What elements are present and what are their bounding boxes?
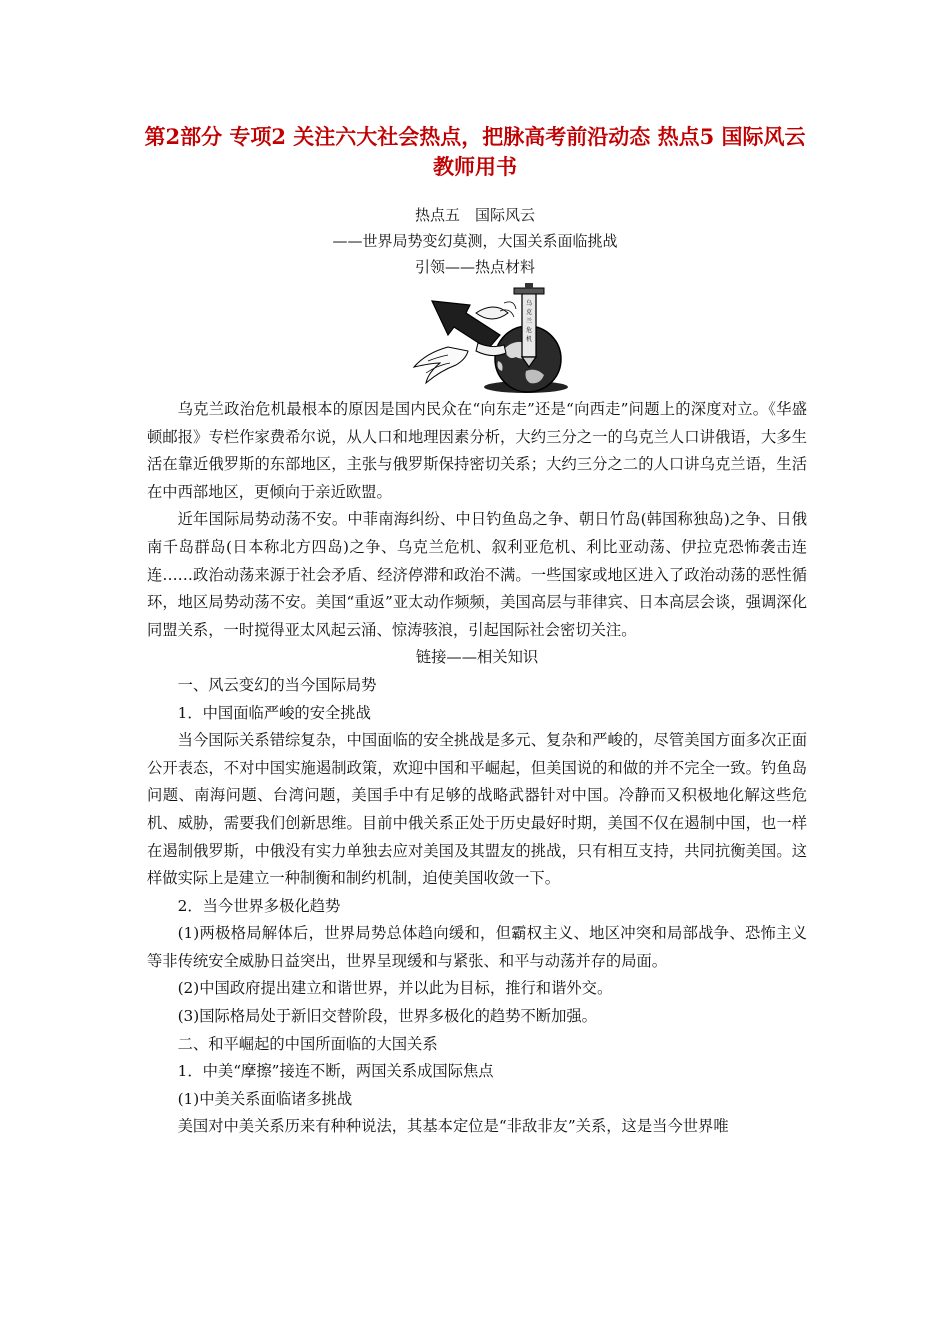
document-body	[147, 396, 807, 1141]
section-heading-link: 链接——相关知识	[415, 648, 539, 667]
list-item: (1)两极格局解体后，世界局势总体趋向缓和，但霸权主义、地区冲突和局部战争、恐怖主义等非传统安全威胁日益突出，世界呈现缓和与紧张、和平与动荡并存的局面。	[147, 924, 807, 970]
paragraph: 近年国际局势动荡不安。中菲南海纠纷、中日钓鱼岛之争、朝日竹岛(韩国称独岛)之争、日俄南千岛群岛(日本称北方四岛)之争、乌克兰危机、叙利亚危机、利比亚动荡、伊拉克恐怖袭击连连……政治动荡来源于社会矛盾、经济停滞和政治不满。一些国家或地区进入了政治动荡的恶性循环，地区局势动荡不安。美国“重返”亚太动作频频，美国高层与菲律宾、日本高层会谈，强调深化同盟关系，一时搅得亚太风起云涌、惊涛骇浪，引起国际社会密切关注。	[147, 510, 807, 639]
svg-text:机: 机	[525, 336, 533, 343]
document-title: 第2部分 专项2 关注六大社会热点，把脉高考前沿动态 热点5 国际风云教师用书	[144, 124, 806, 179]
list-item: (3)国际格局处于新旧交替阶段，世界多极化的趋势不断加强。	[177, 1007, 597, 1026]
subsection-heading: 1．中美“摩擦”接连不断，两国关系成国际焦点	[177, 1062, 494, 1081]
subsection-heading: 1．中国面临严峻的安全挑战	[177, 703, 371, 722]
subsection-heading: (1)中美关系面临诸多挑战	[177, 1089, 353, 1108]
paragraph: 当今国际关系错综复杂，中国面临的安全挑战是多元、复杂和严峻的，尽管美国方面多次正面公开表态，不对中国实施遏制政策，欢迎中国和平崛起，但美国说的和做的并不完全一致。钓鱼岛问题、南海问题、台湾问题，美国手中有足够的战略武器针对中国。冷静而又积极地化解这些危机、威胁，需要我们创新思维。目前中俄关系正处于历史最好时期，美国不仅在遏制中国，也一样在遏制俄罗斯，中俄没有实力单独去应对美国及其盟友的挑战，只有相互支持，共同抗衡美国。这样做实际上是建立一种制衡和制约机制，迫使美国收敛一下。	[147, 731, 807, 888]
svg-text:克: 克	[525, 309, 533, 316]
ukraine-crisis-illustration	[408, 283, 578, 395]
sword-label-char: 乌	[525, 300, 533, 307]
paragraph: 乌克兰政治危机最根本的原因是国内民众在“向东走”还是“向西走”问题上的深度对立。《华盛顿邮报》专栏作家费希尔说，从人口和地理因素分析，大约三分之一的乌克兰人口讲俄语，大多生活在靠近俄罗斯的东部地区，主张与俄罗斯保持密切关系；大约三分之二的人口讲乌克兰语，生活在中西部地区，更倾向于亲近欧盟。	[147, 400, 807, 501]
paragraph: 美国对中美关系历来有种种说法，其基本定位是“非敌非友”关系，这是当今世界唯	[177, 1117, 729, 1136]
list-item: (2)中国政府提出建立和谐世界，并以此为目标，推行和谐外交。	[177, 979, 613, 998]
subsection-heading: 2．当今世界多极化趋势	[177, 896, 341, 915]
section-heading-material: 引领——热点材料	[414, 258, 535, 276]
svg-text:危: 危	[525, 327, 533, 334]
svg-text:兰: 兰	[525, 318, 533, 325]
section-heading: 一、风云变幻的当今国际局势	[177, 675, 377, 694]
hotspot-heading: 热点五 国际风云	[414, 206, 535, 224]
section-heading: 二、和平崛起的中国所面临的大国关系	[177, 1034, 438, 1053]
hotspot-subheading: ——世界局势变幻莫测，大国关系面临挑战	[332, 232, 618, 250]
